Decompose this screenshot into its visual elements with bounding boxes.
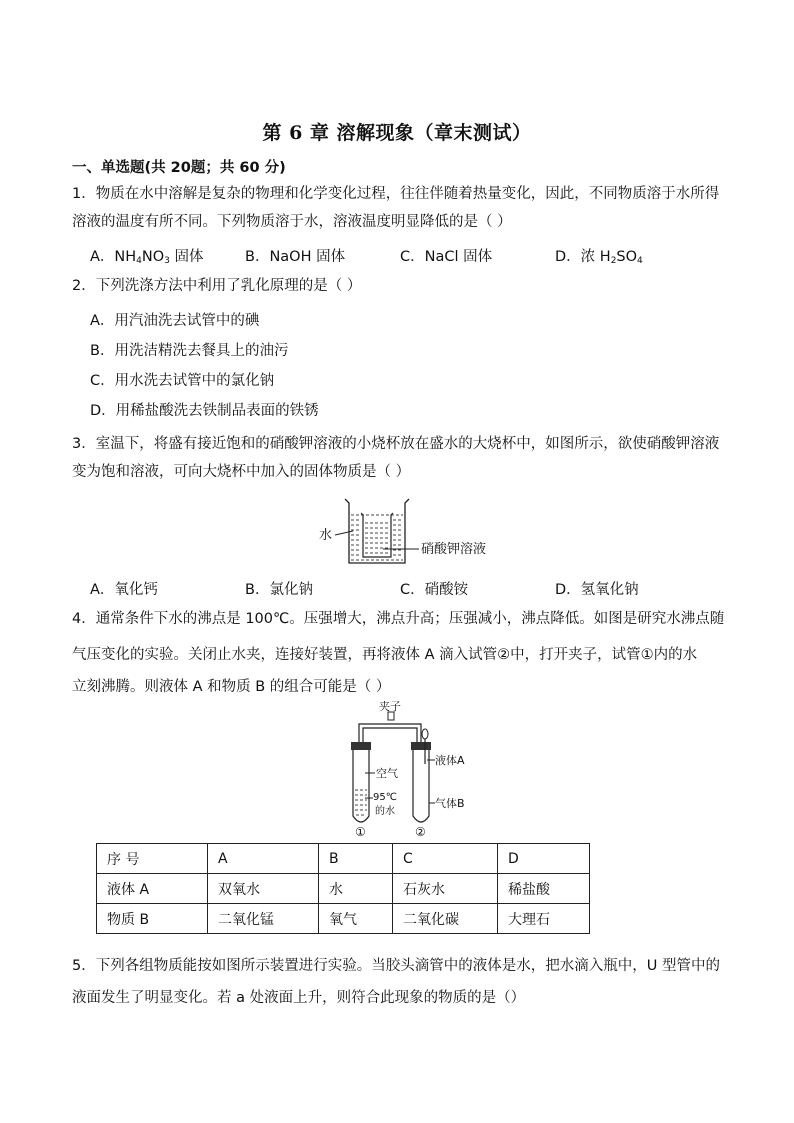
temperature-label: 95℃ (373, 792, 397, 803)
beaker-figure (315, 493, 505, 571)
table-cell: 大理石 (498, 904, 590, 934)
question-1-option-b: B．NaOH 固体 (245, 249, 346, 265)
section-heading: 一、单选题(共 20题；共 60 分) (72, 160, 286, 176)
question-3-stem (72, 430, 727, 486)
question-3-option-d: D．氢氧化钠 (555, 582, 639, 598)
table-cell: 液体 A (97, 874, 208, 904)
table-row (97, 904, 590, 934)
liquid-a-label: 液体A (435, 754, 465, 767)
question-2-option-b: B．用洗洁精洗去餐具上的油污 (90, 343, 289, 359)
test-tube-2 (413, 750, 429, 822)
table-cell: 稀盐酸 (498, 874, 590, 904)
page-title: 第 6 章 溶解现象（章末测试） (262, 122, 532, 144)
question-3-options (90, 578, 730, 600)
table-header-row (97, 844, 590, 874)
water-label-tube-1: 的水 (375, 806, 395, 817)
table-cell: 物质 B (97, 904, 208, 934)
question-1-options (90, 245, 730, 267)
table-cell: 双氧水 (208, 874, 319, 904)
answer-table (96, 843, 590, 934)
table-row (97, 874, 590, 904)
question-1-option-d: D．浓 $H_2SO_4$ (555, 249, 643, 266)
question-4-line-2: 气压变化的实验。关闭止水夹，连接好装置，再将液体 A 滴入试管②中，打开夹子，试管①内的水 (72, 647, 698, 663)
tube-2-stopper (411, 742, 431, 750)
question-2-option-c: C．用水洗去试管中的氯化钠 (90, 373, 275, 389)
question-1-option-a: A．$NH_4NO_3$ 固体 (90, 249, 204, 266)
table-cell: 水 (319, 874, 393, 904)
question-3-line-2: 变为饱和溶液，可向大烧杯中加入的固体物质是（ ） (72, 464, 411, 480)
question-5-stem (72, 952, 727, 1012)
table-header-cell: A (208, 844, 319, 874)
table-header-cell: B (319, 844, 393, 874)
tube-1-stopper (351, 742, 371, 750)
table-cell: 二氧化锰 (208, 904, 319, 934)
water-pointer (335, 531, 353, 535)
question-4-line-3: 立刻沸腾。则液体 A 和物质 B 的组合可能是（ ） (72, 679, 391, 695)
question-1-line-1: 1．物质在水中溶解是复杂的物理和化学变化过程，往往伴随着热量变化，因此，不同物质溶于水所得 (72, 186, 720, 202)
small-beaker (361, 513, 393, 557)
question-2-option-a: A．用汽油洗去试管中的碘 (90, 313, 260, 329)
question-3-option-b: B．氯化钠 (245, 582, 313, 598)
table-cell: 二氧化碳 (393, 904, 498, 934)
table-header-cell: D (498, 844, 590, 874)
table-header-cell: C (393, 844, 498, 874)
question-2-stem: 2．下列洗涤方法中利用了乳化原理的是（ ） (72, 278, 362, 294)
test-tube-apparatus-figure (335, 698, 475, 838)
question-4-line-1: 4．通常条件下水的沸点是 100℃。压强增大，沸点升高；压强减小，沸点降低。如图是研究水沸点随 (72, 611, 725, 627)
tube-2-number: ② (415, 825, 426, 838)
question-4-stem (72, 605, 727, 701)
question-1-option-c: C．NaCl 固体 (400, 249, 493, 265)
question-1-line-2: 溶液的温度有所不同。下列物质溶于水，溶液温度明显降低的是（ ） (72, 214, 512, 230)
air-label: 空气 (376, 767, 398, 780)
question-5-line-2: 液面发生了明显变化。若 a 处液面上升，则符合此现象的物质的是（） (72, 990, 526, 1006)
question-1-stem (72, 180, 727, 236)
question-3-line-1: 3．室温下，将盛有接近饱和的硝酸钾溶液的小烧杯放在盛水的大烧杯中，如图所示，欲使硝酸钾溶液 (72, 436, 720, 452)
table-cell: 石灰水 (393, 874, 498, 904)
question-5-line-1: 5．下列各组物质能按如图所示装置进行实验。当胶头滴管中的液体是水，把水滴入瓶中，U 型管中的 (72, 958, 720, 974)
table-cell: 氧气 (319, 904, 393, 934)
gas-b-label: 气体B (435, 797, 465, 810)
clip-label: 夹子 (379, 700, 401, 713)
table-header-cell: 序 号 (97, 844, 208, 874)
question-3-option-c: C．硝酸铵 (400, 582, 469, 598)
test-tube-1 (353, 750, 369, 822)
solution-label: 硝酸钾溶液 (421, 542, 487, 557)
question-2-option-d: D．用稀盐酸洗去铁制品表面的铁锈 (90, 403, 319, 419)
water-label: 水 (319, 528, 333, 543)
question-3-option-a: A．氧化钙 (90, 582, 158, 598)
clip-icon (388, 712, 394, 720)
dropper-bulb (422, 729, 428, 739)
tube-1-number: ① (355, 825, 366, 838)
